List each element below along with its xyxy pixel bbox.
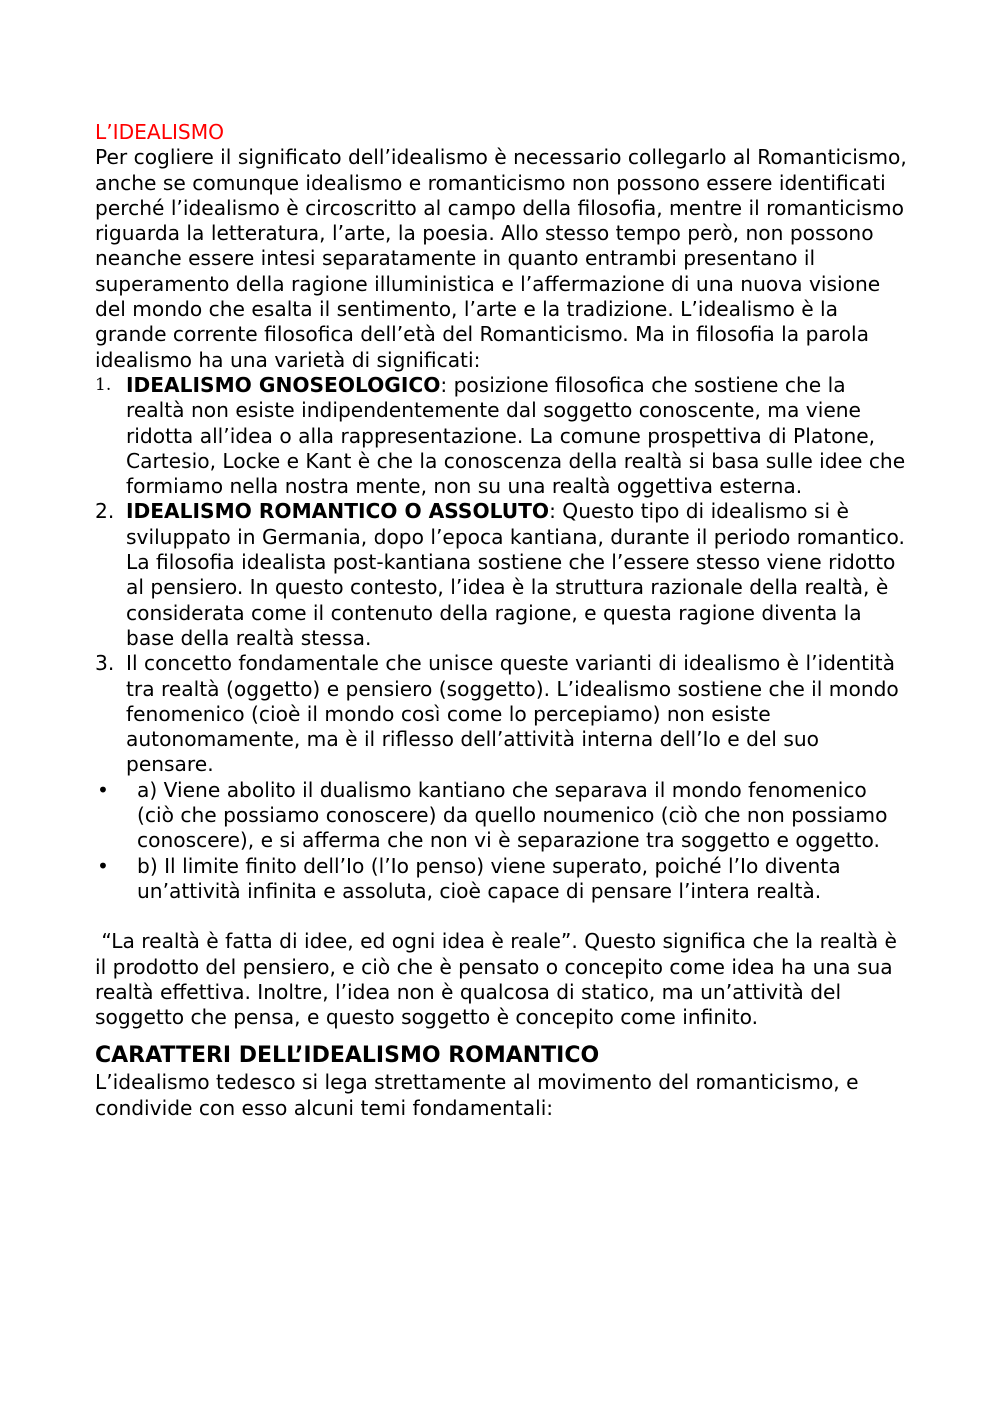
numbered-item-1: [95, 373, 910, 499]
item-text: : Questo tipo di idealismo si è sviluppato in Germania, dopo l’epoca kantiana, durante il periodo romantico. La filosofia idealista post-kantiana sostiene che l’essere stesso viene ridotto al pensiero. In questo contesto, l’idea è la struttura razionale della realtà, è considerata come il contenuto della ragione, e questa ragione diventa la base della realtà stessa.: [126, 499, 905, 650]
blank-line: [95, 904, 910, 929]
list-number: 3.: [95, 651, 115, 676]
bullet-icon: •: [97, 853, 109, 878]
bullet-text: a) Viene abolito il dualismo kantiano che separava il mondo fenomenico (ciò che possiamo conoscere) da quello noumenico (ciò che non possiamo conoscere), e si afferma che non vi è separazione tra soggetto e oggetto.: [137, 777, 888, 853]
bullet-icon: •: [97, 777, 109, 802]
intro-paragraph: Per cogliere il significato dell’idealismo è necessario collegarlo al Romanticismo, anche se comunque idealismo e romanticismo non possono essere identificati perché l’idealismo è circoscritto al campo della filosofia, mentre il romanticismo riguarda la letteratura, l’arte, la poesia. Allo stesso tempo però, non possono neanche essere intesi separatamente in quanto entrambi presentano il superamento della ragione illuministica e l’affermazione di una nuova visione del mondo che esalta il sentimento, l’arte e la tradizione. L’idealismo è la grande corrente filosofica dell’età del Romanticismo. Ma in filosofia la parola idealismo ha una varietà di significati:: [95, 145, 907, 372]
item-bold-term: IDEALISMO ROMANTICO O ASSOLUTO: [126, 499, 550, 524]
numbered-item-3: [95, 651, 910, 777]
section-paragraph: L’idealismo tedesco si lega strettamente al movimento del romanticismo, e condivide con esso alcuni temi fondamentali:: [95, 1070, 859, 1120]
list-number: 1.: [95, 374, 112, 395]
quote-paragraph: “La realtà è fatta di idee, ed ogni idea è reale”. Questo significa che la realtà è il prodotto del pensiero, e ciò che è pensato o concepito come idea ha una sua realtà effettiva. Inoltre, l’idea non è qualcosa di statico, ma un’attività del soggetto che pensa, e questo soggetto è concepito come infinito.: [95, 929, 897, 1030]
bullet-item-a: [95, 778, 910, 854]
item-text: Il concetto fondamentale che unisce queste varianti di idealismo è l’identità tra realtà (oggetto) e pensiero (soggetto). L’idealismo sostiene che il mondo fenomenico (cioè il mondo così come lo percepiamo) non esiste autonomamente, ma è il riflesso dell’attività interna dell’Io e del suo pensare.: [126, 651, 899, 777]
bullet-item-b: [95, 854, 910, 905]
section-heading: CARATTERI DELL’IDEALISMO ROMANTICO: [95, 1043, 600, 1069]
numbered-item-2: [95, 499, 910, 651]
document-page: [95, 120, 910, 1121]
list-number: 2.: [95, 499, 115, 524]
item-bold-term: IDEALISMO GNOSEOLOGICO: [126, 372, 441, 397]
bullet-list: [95, 778, 910, 904]
numbered-list: [95, 373, 910, 778]
bullet-text: b) Il limite finito dell’Io (l’Io penso) viene superato, poiché l’Io diventa un’attività infinita e assoluta, cioè capace di pensare l’intera realtà.: [137, 853, 841, 903]
item-text: : posizione filosofica che sostiene che la realtà non esiste indipendentemente dal soggetto conoscente, ma viene ridotta all’idea o alla rappresentazione. La comune prospettiva di Platone, Cartesio, Locke e Kant è che la conoscenza della realtà si basa sulle idee che formiamo nella nostra mente, non su una realtà oggettiva esterna.: [126, 372, 906, 499]
document-title: L’IDEALISMO: [95, 120, 225, 144]
